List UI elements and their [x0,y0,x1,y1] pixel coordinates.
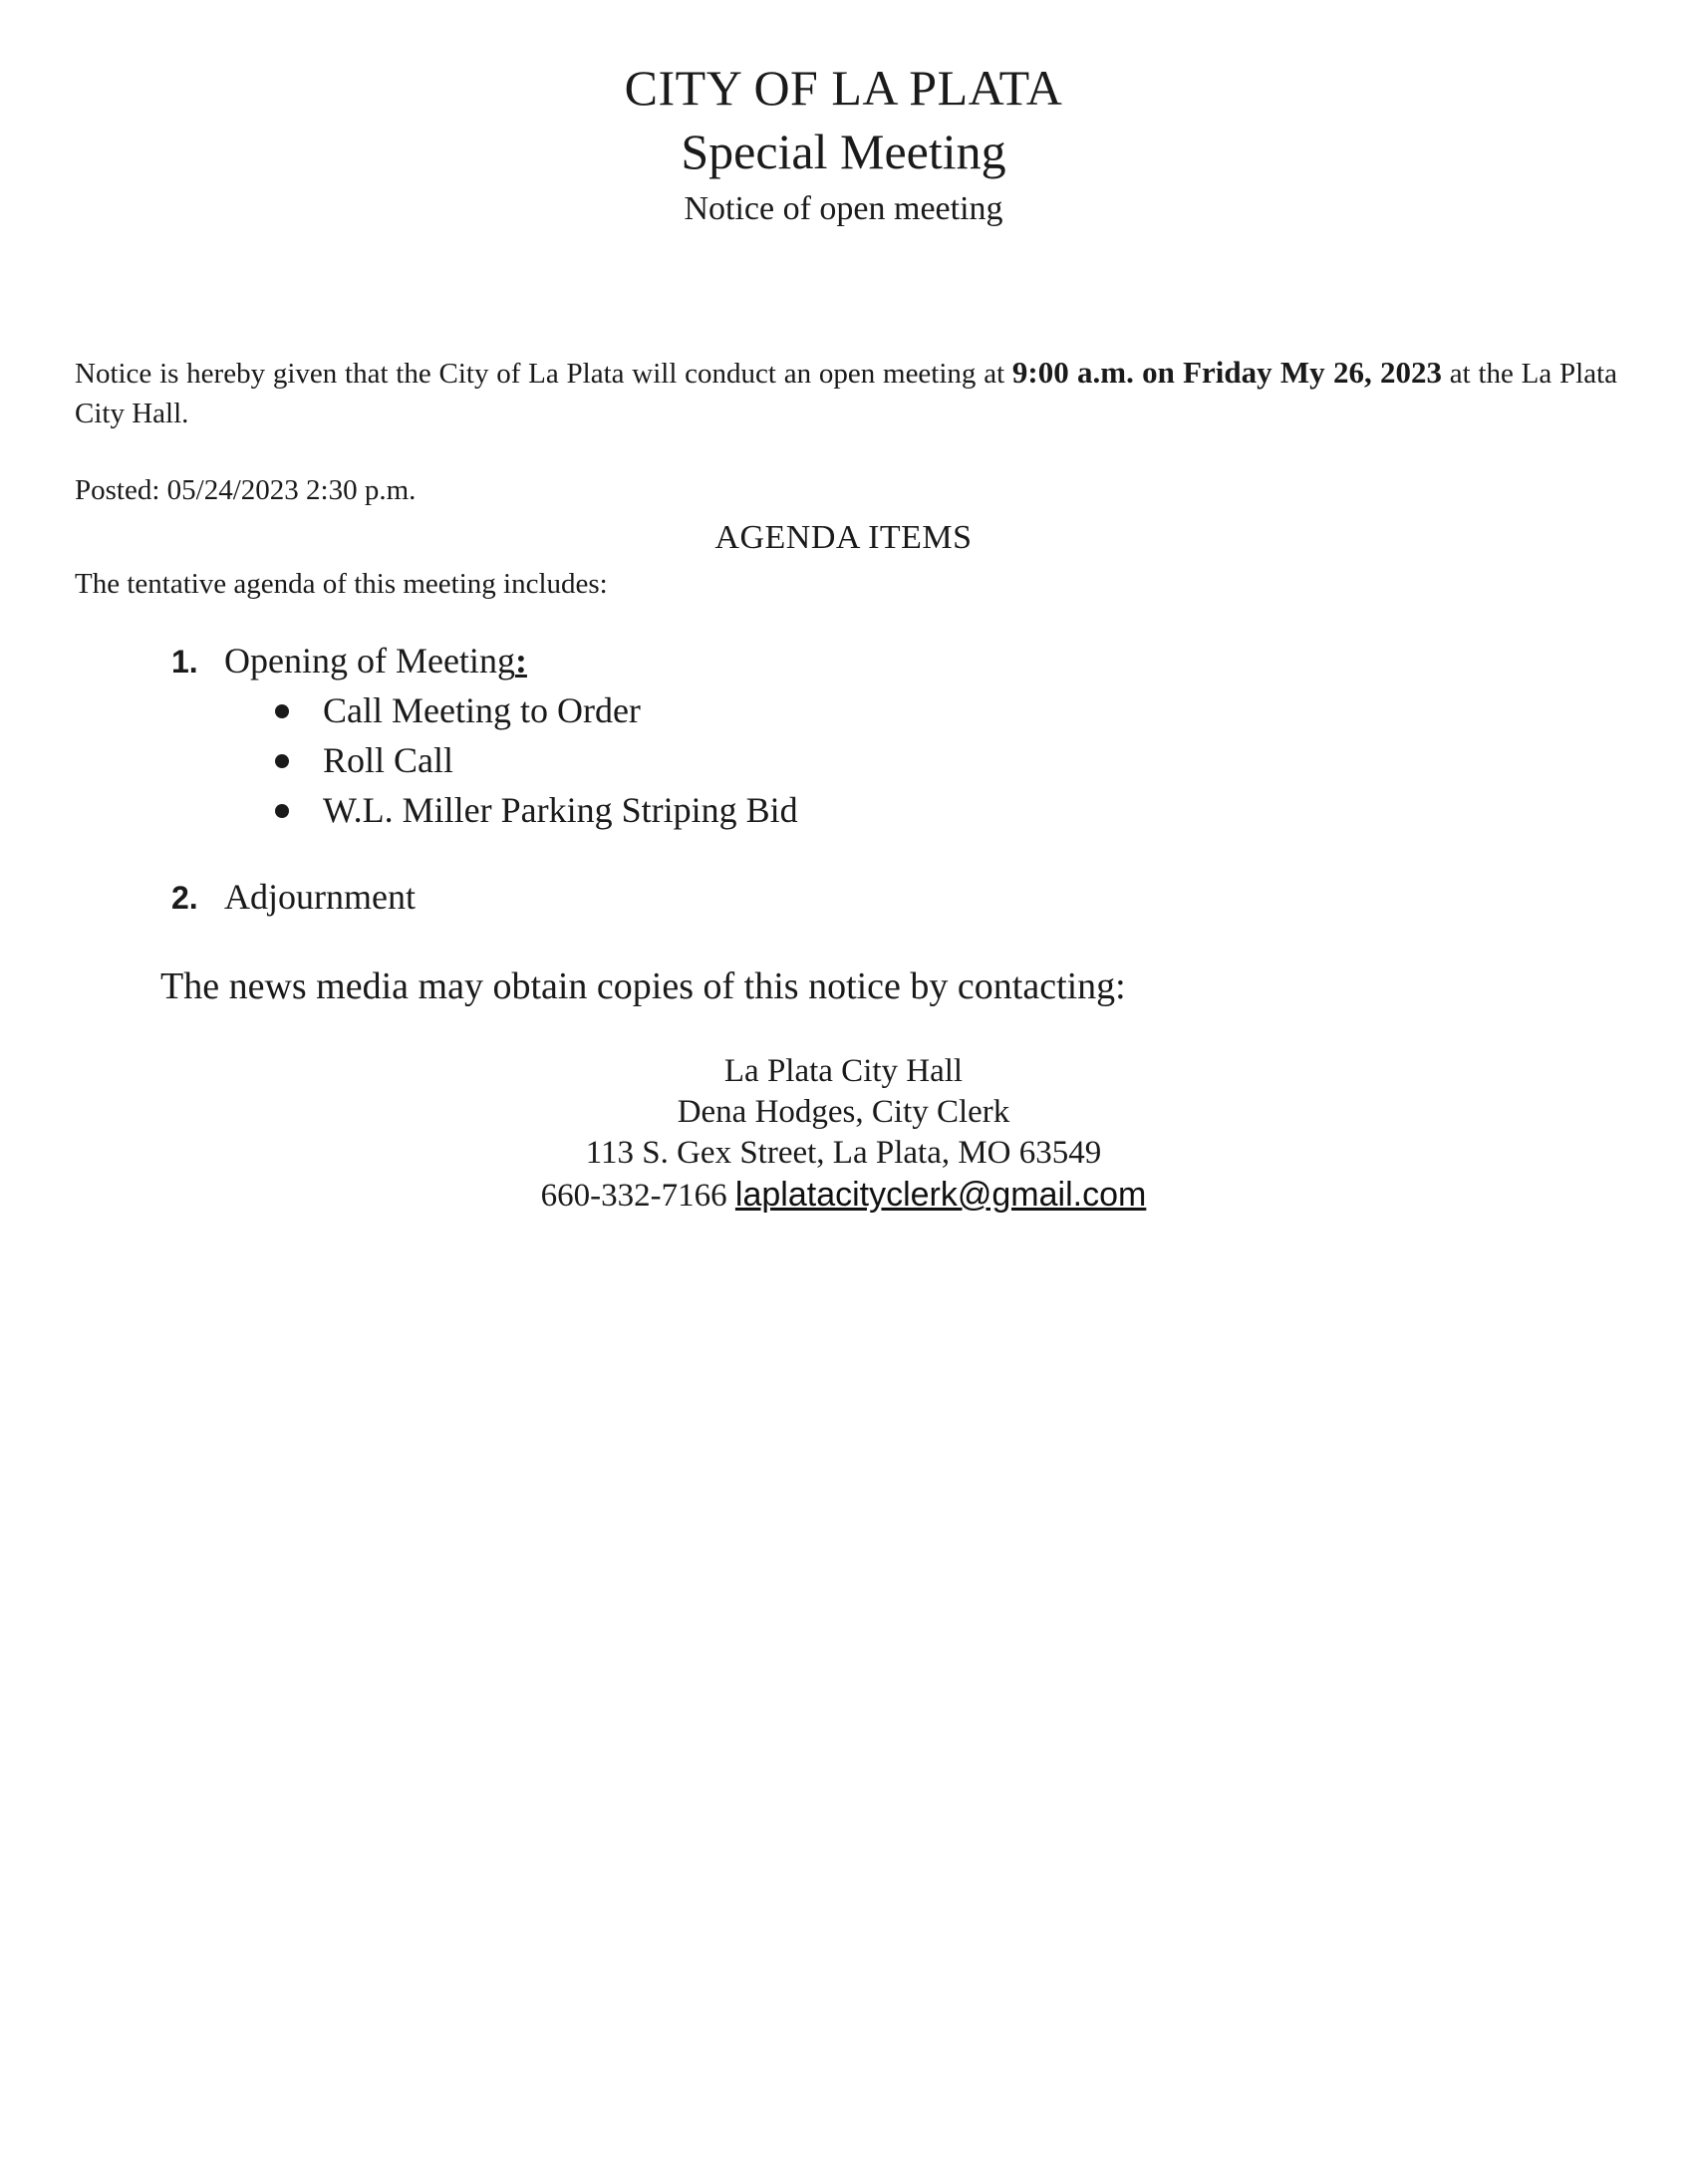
agenda-subitem [275,788,798,832]
contact-clerk: Dena Hodges, City Clerk [677,1094,1010,1130]
contact-address: 113 S. Gex Street, La Plata, MO 63549 [585,1135,1102,1171]
meeting-time: 9:00 a.m. [1011,355,1134,390]
agenda-item-label: Opening of Meeting [224,641,515,681]
agenda-item-opening [171,639,527,683]
agenda-item-adjournment [171,875,416,920]
notice-text-prefix: Notice is hereby given that the City of La Plata will conduct an open meeting at [75,358,1012,390]
posted-timestamp: Posted: 05/24/2023 2:30 p.m. [75,474,417,506]
agenda-subitem [275,738,453,782]
agenda-item-number: 1. [171,644,198,680]
meeting-type-heading: Special Meeting [681,124,1006,179]
contact-phone-email [0,1175,1687,1217]
agenda-subitem-label: W.L. Miller Parking Striping Bid [323,790,798,830]
agenda-item-label: Adjournment [224,877,416,917]
meeting-date: Friday My 26, 2023 [1183,355,1442,390]
agenda-intro: The tentative agenda of this meeting includes: [75,568,608,600]
notice-paragraph [75,353,1617,433]
agenda-subitem [275,688,641,732]
agenda-item-number: 2. [171,880,198,916]
agenda-heading: AGENDA ITEMS [714,519,973,556]
agenda-item-colon: : [514,641,527,681]
agenda-subitem-label: Call Meeting to Order [323,690,641,730]
notice-text-suffix: at the La Plata City Hall. [75,358,1617,429]
contact-phone: 660-332-7166 [540,1178,727,1214]
document-title: CITY OF LA PLATA [624,60,1063,116]
media-notice: The news media may obtain copies of this notice by contacting: [160,965,1126,1007]
agenda-subitem-label: Roll Call [323,740,454,780]
contact-office: La Plata City Hall [723,1053,964,1089]
notice-on-word: on [1133,355,1184,390]
bullet-icon [275,754,289,768]
notice-subheading: Notice of open meeting [684,190,1003,227]
bullet-icon [275,804,289,818]
contact-email-link[interactable]: laplatacityclerk@gmail.com [734,1176,1147,1214]
bullet-icon [275,704,289,718]
